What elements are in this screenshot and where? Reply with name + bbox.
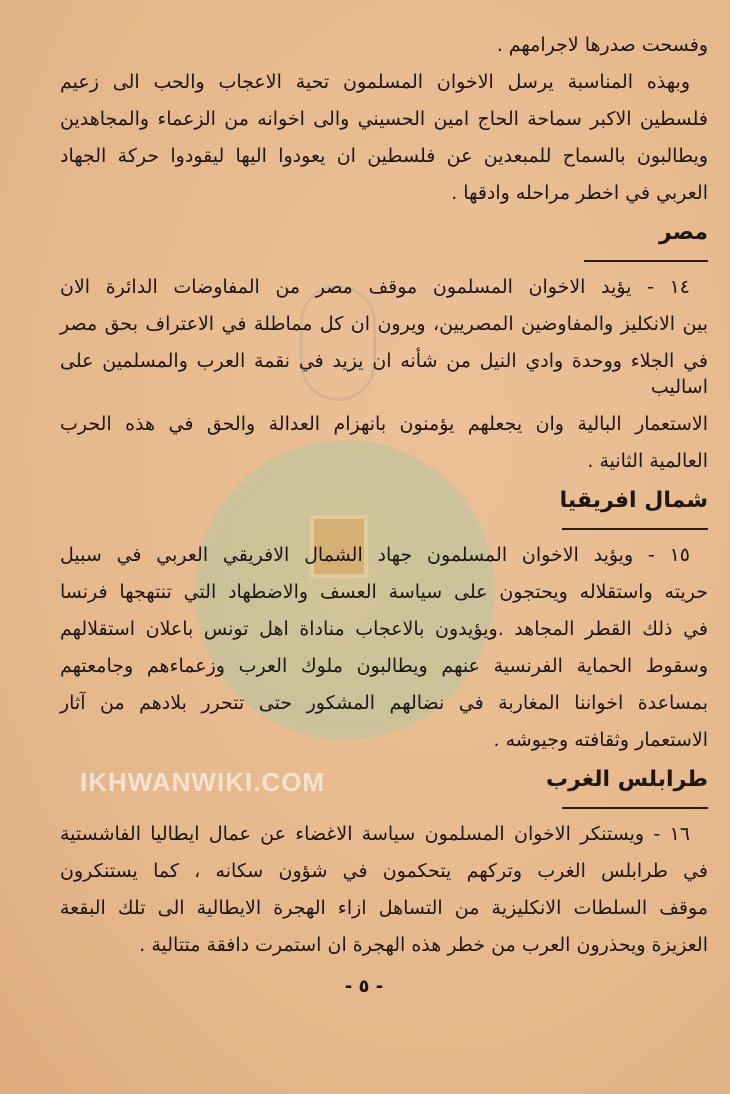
para-line: بين الانكليز والمفاوضين المصريين، ويرون ان كل مماطلة في الاعتراف بحق مصر xyxy=(60,313,708,335)
intro-line: وفسحت صدرها لاجرامهم . xyxy=(496,34,708,56)
para-line: بمساعدة اخواننا المغاربة في نضالهم المشكور حتى تتحرر بلادهم من آثار xyxy=(60,692,708,714)
para-line: في ذلك القطر المجاهد .ويؤيدون بالاعجاب مناداة اهل تونس باعلان استقلالهم xyxy=(60,618,708,640)
section-heading-row xyxy=(60,765,708,795)
section-heading-tripoli: طرابلس الغرب xyxy=(546,767,708,792)
watermark-text: IKHWANWIKI.COM xyxy=(80,767,326,797)
para-line: الاستعمار البالية وان يجعلهم يؤمنون بانهزام العدالة والحق في هذه الحرب xyxy=(60,413,708,435)
page-number: - ٥ - xyxy=(344,976,384,997)
para-line: العالمية الثانية . xyxy=(587,450,708,472)
heading-rule xyxy=(562,807,708,809)
para-line: العربي في اخطر مراحله وادقها . xyxy=(451,182,708,204)
section-heading-north-africa: شمال افريقيا xyxy=(559,488,708,513)
para-line: وبهذه المناسبة يرسل الاخوان المسلمون تحية الاعجاب والحب الى زعيم xyxy=(60,71,690,93)
para-line: في الجلاء ووحدة وادي النيل من شأنه ان يزيد في نقمة العرب والمسلمين على اساليب xyxy=(60,350,708,398)
para-line: في طرابلس الغرب وتركهم يتحكمون في شؤون سكانه ، كما يستنكرون xyxy=(60,860,708,882)
para-line: موقف السلطات الانكليزية من التساهل ازاء الهجرة الايطالية الى تلك البقعة xyxy=(60,897,708,919)
para-line: العزيزة ويحذرون العرب من خطر هذه الهجرة ان استمرت دافقة متتالية . xyxy=(139,934,708,956)
para-line: حريته واستقلاله ويحتجون على سياسة العسف والاضطهاد التي تنتهجها فرنسا xyxy=(60,581,708,603)
para-line: ١٥ - ويؤيد الاخوان المسلمون جهاد الشمال الافريقي العربي في سبيل xyxy=(60,544,690,566)
heading-rule xyxy=(584,260,708,262)
para-line: ١٦ - ويستنكر الاخوان المسلمون سياسة الاغضاء عن عمال ايطاليا الفاشستية xyxy=(60,823,690,845)
para-line: الاستعمار وثقافته وجيوشه . xyxy=(493,729,708,751)
para-line: فلسطين الاكبر سماحة الحاج امين الحسيني والى اخوانه من الزعماء والمجاهدين xyxy=(60,108,708,130)
section-heading-egypt: مصر xyxy=(659,220,708,245)
para-line: وسقوط الحماية الفرنسية عنهم ويطالبون ملوك العرب وزعماءهم وجامعتهم xyxy=(60,655,708,677)
para-line: ١٤ - يؤيد الاخوان المسلمون موقف مصر من المفاوضات الدائرة الان xyxy=(60,276,690,298)
heading-rule xyxy=(562,528,708,530)
para-line: ويطالبون بالسماح للمبعدين عن فلسطين ان يعودوا اليها ليقودوا حركة الجهاد xyxy=(60,145,708,167)
